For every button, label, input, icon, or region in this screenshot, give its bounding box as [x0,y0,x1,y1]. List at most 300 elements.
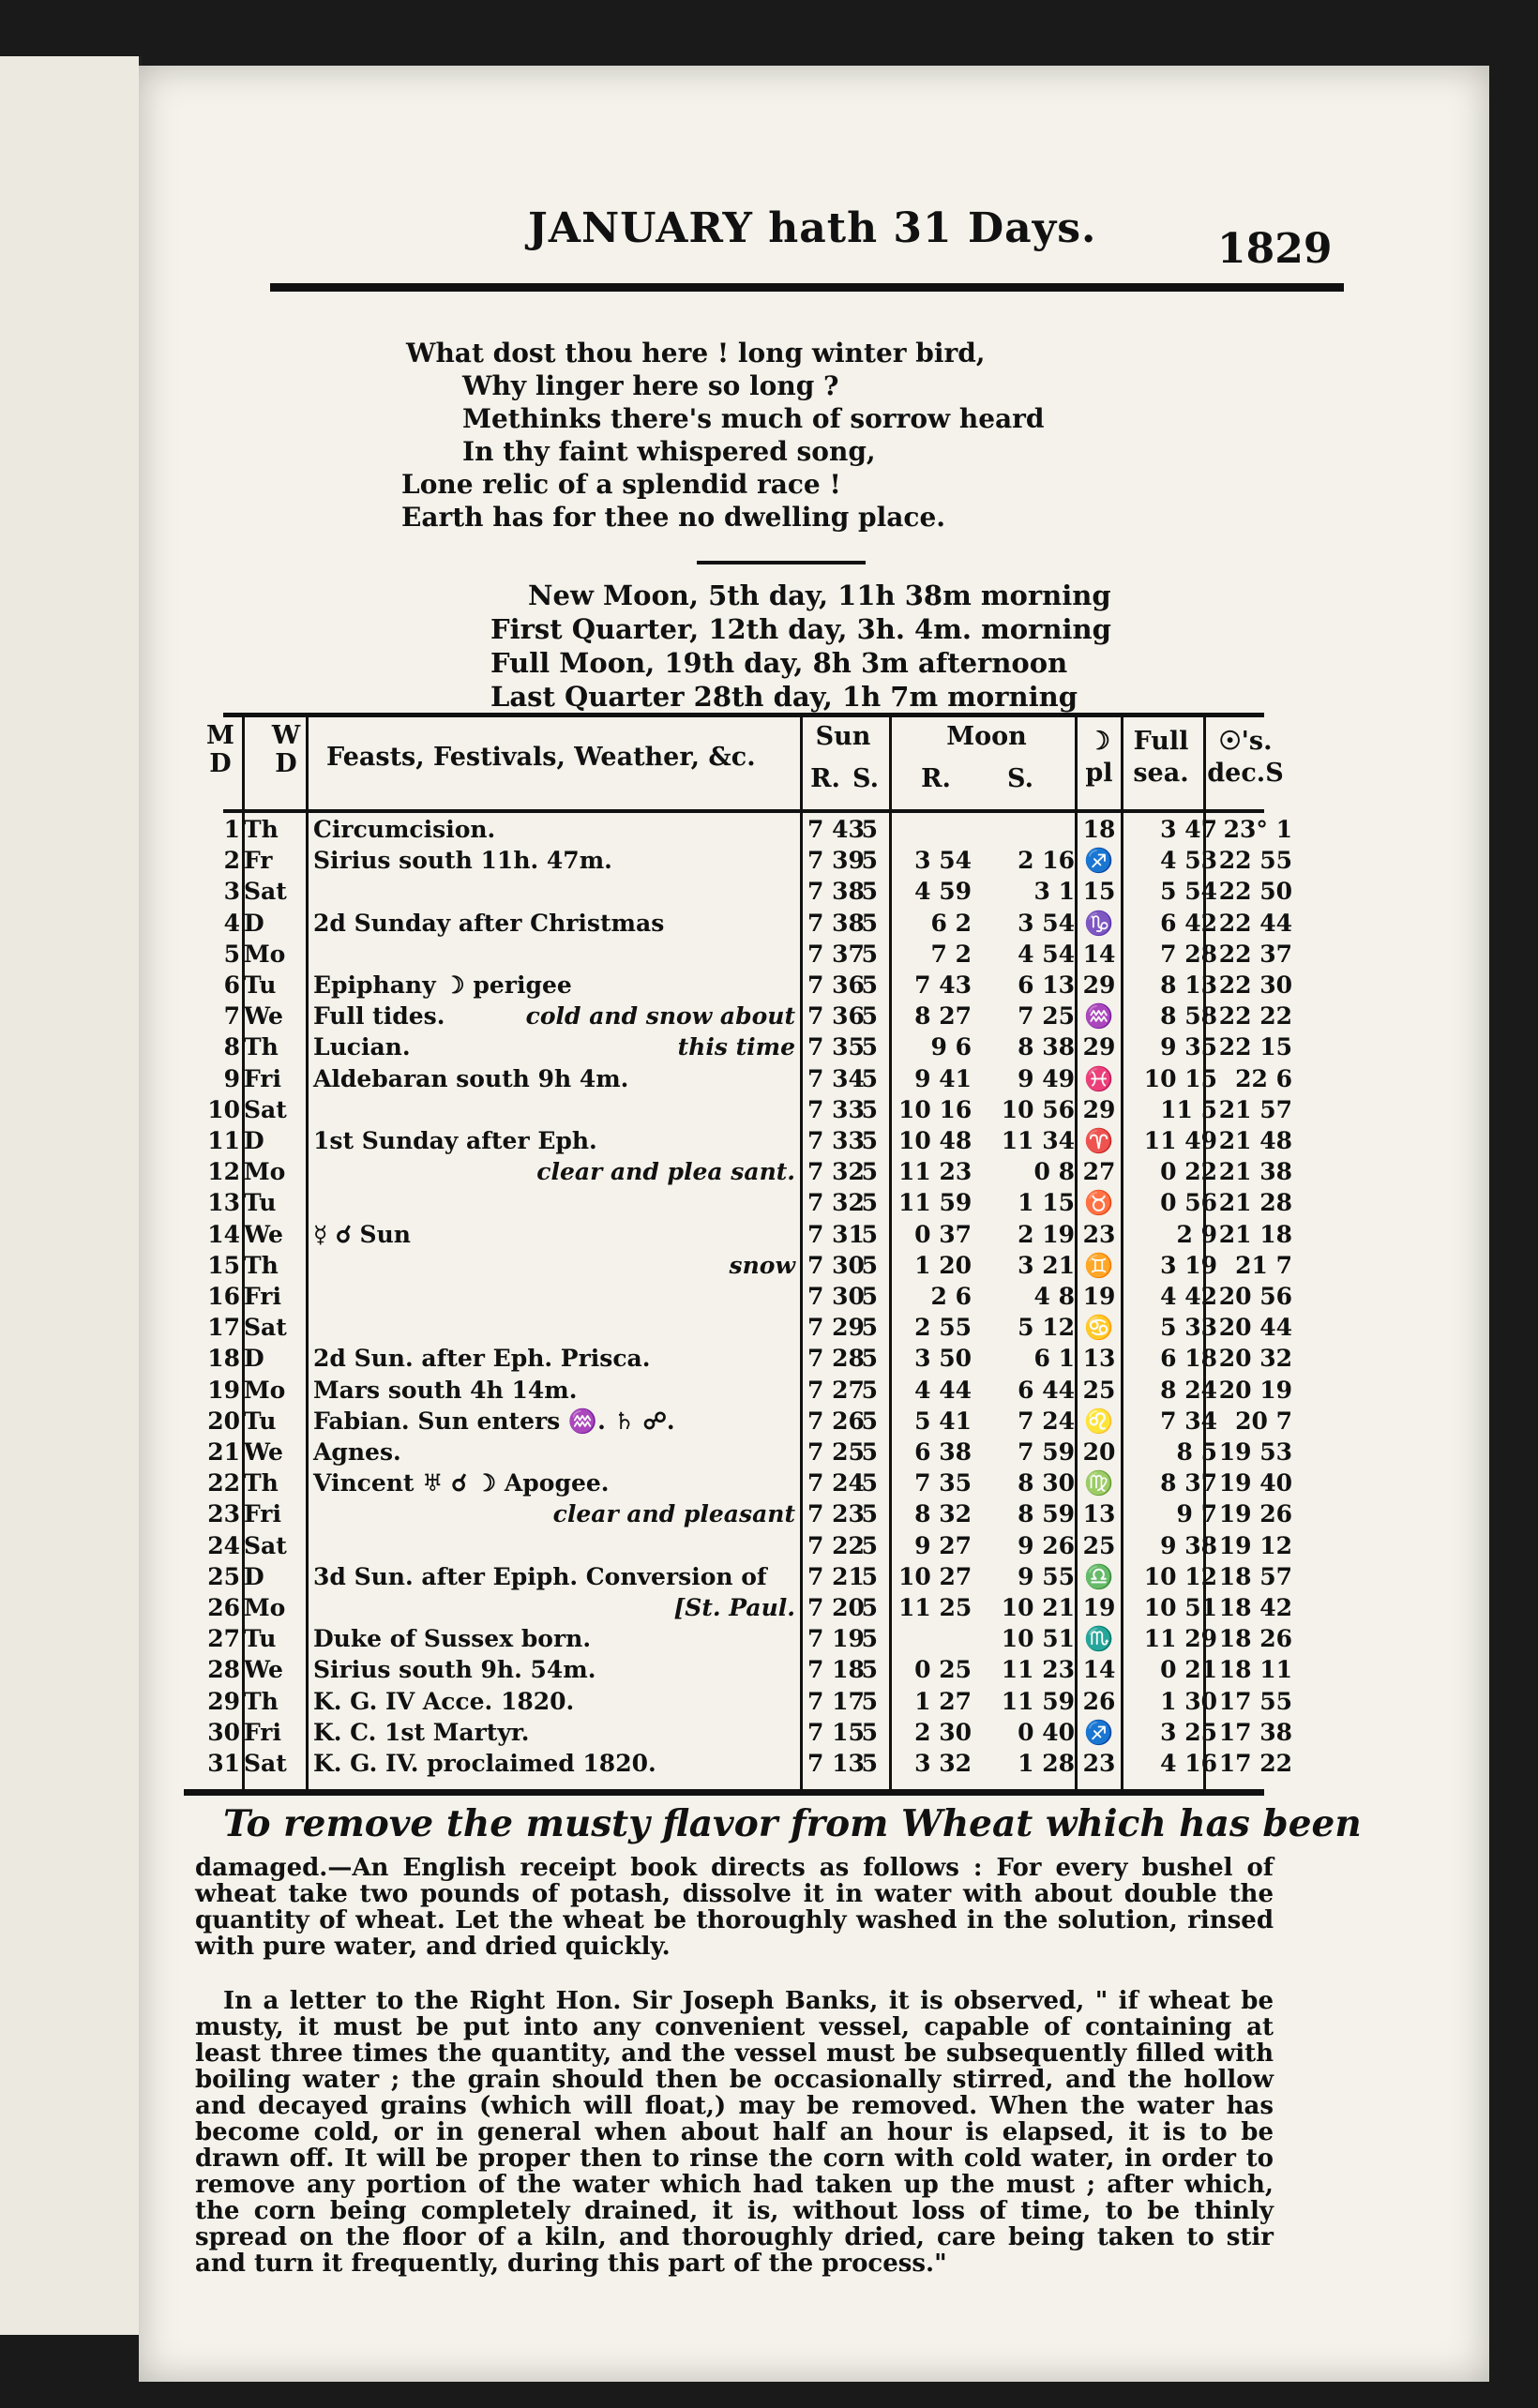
sun-set: 5 [861,971,878,999]
weather-note: this time [677,1033,795,1061]
sun-set: 5 [861,1407,878,1435]
feast-text: Mars south 4h 14m. [313,1376,578,1404]
moon-rise: 1 27 [914,1687,972,1715]
moon-set: 3 21 [1018,1251,1075,1279]
day-of-week: Th [244,1687,279,1715]
table-row [139,971,1489,1002]
day-of-month: 17 [207,1314,240,1342]
article-paragraph: damaged.—An English receipt book directs as follows : For every bushel of wheat take two pounds of potash, dissolve it in water with about double the quantity of wheat. Let the wheat be thoroughly washed in the solution, rinsed with pure water, and dried quickly. [195,1854,1274,1961]
table-top-rule [223,713,1264,717]
day-of-month: 2 [223,847,240,875]
sun-declination: 21 38 [1218,1158,1292,1186]
table-row [139,910,1489,941]
sun-rise: 7 27 [807,1376,865,1404]
poem-line: What dost thou here ! long winter bird, [406,338,986,369]
day-of-month: 25 [207,1562,240,1590]
sun-declination: 22 55 [1218,847,1292,875]
day-of-month: 13 [207,1189,240,1217]
full-sea: 8 13 [1160,971,1217,999]
moon-phase-line: New Moon, 5th day, 11h 38m morning [528,579,1111,611]
sun-set: 5 [861,816,878,843]
day-of-week: Fri [244,1500,281,1528]
moon-rise: 8 27 [914,1002,972,1031]
moon-place: ♌ [1084,1407,1114,1435]
moon-set: 4 54 [1018,940,1075,968]
table-row [139,1532,1489,1563]
table-row [139,1096,1489,1127]
moon-place: 14 [1082,940,1116,968]
sun-set: 5 [861,1500,878,1528]
moon-rise: 6 38 [914,1438,972,1466]
table-row [139,1221,1489,1252]
moon-rise: 0 37 [914,1220,972,1248]
day-of-week: Tu [244,1625,277,1653]
header-moon: Moon [946,722,1027,751]
day-of-month: 18 [207,1345,240,1373]
sun-rise: 7 38 [807,909,865,937]
sun-rise: 7 43 [807,816,865,843]
sun-set: 5 [861,1158,878,1186]
poem-line: Lone relic of a splendid race ! [401,469,841,500]
sun-rise: 7 36 [807,1002,865,1031]
sun-rise: 7 30 [807,1251,865,1279]
table-row [139,1127,1489,1158]
day-of-week: Sat [244,1095,287,1123]
poem-line: Methinks there's much of sorrow heard [462,403,1045,434]
day-of-week: D [244,1562,264,1590]
day-of-month: 27 [207,1625,240,1653]
header-full-sea: Full sea. [1133,727,1189,788]
full-sea: 6 42 [1160,909,1217,937]
sun-rise: 7 23 [807,1500,865,1528]
moon-place: ♎ [1084,1562,1114,1590]
full-sea: 7 28 [1160,940,1217,968]
sun-set: 5 [861,1251,878,1279]
moon-set: 2 16 [1018,847,1075,875]
day-of-month: 20 [207,1407,240,1435]
feast-text: Agnes. [313,1438,401,1466]
moon-rise: 11 23 [898,1158,973,1186]
header-sun-set: S. [852,764,879,793]
moon-place: ♒ [1084,1002,1114,1031]
full-sea: 8 5 [1176,1438,1217,1466]
day-of-month: 6 [223,971,240,999]
sun-set: 5 [861,1033,878,1061]
moon-rise: 0 25 [914,1656,972,1684]
table-row [139,1688,1489,1719]
moon-place: 14 [1082,1656,1116,1684]
full-sea: 8 58 [1160,1002,1217,1031]
poem-line: Earth has for thee no dwelling place. [401,502,946,533]
table-row [139,1002,1489,1033]
table-row [139,1750,1489,1781]
sun-declination: 19 53 [1218,1438,1292,1466]
moon-set: 6 1 [1033,1345,1075,1373]
moon-place: ♏ [1084,1625,1114,1653]
full-sea: 9 35 [1160,1033,1217,1061]
moon-set: 5 12 [1018,1314,1075,1342]
full-sea: 4 53 [1160,847,1217,875]
day-of-month: 30 [207,1718,240,1746]
table-row [139,941,1489,971]
sun-set: 5 [861,1469,878,1497]
feast-text: K. C. 1st Martyr. [313,1718,530,1746]
sun-declination: 21 28 [1218,1189,1292,1217]
day-of-week: We [244,1656,283,1684]
moon-rise: 6 2 [930,909,972,937]
moon-rise: 10 27 [898,1562,973,1590]
table-row [139,1719,1489,1750]
moon-rise: 7 2 [930,940,972,968]
sun-declination: 20 7 [1235,1407,1292,1435]
day-of-week: Fr [244,847,273,875]
sun-rise: 7 13 [807,1750,865,1777]
table-header-rule [223,809,1264,813]
feast-text: Full tides. [313,1002,445,1031]
header-moon-set: S. [1007,764,1033,793]
moon-place: ♊ [1084,1251,1114,1279]
sun-declination: 17 55 [1218,1687,1292,1715]
feast-text: Sirius south 9h. 54m. [313,1656,596,1684]
sun-declination: 20 32 [1218,1345,1292,1373]
day-of-month: 31 [207,1750,240,1777]
sun-set: 5 [861,1562,878,1590]
full-sea: 4 16 [1160,1750,1217,1777]
full-sea: 6 18 [1160,1345,1217,1373]
sun-rise: 7 29 [807,1314,865,1342]
poem-divider [697,561,866,564]
day-of-week: Sat [244,1314,287,1342]
weather-note: clear and pleasant [552,1500,795,1528]
moon-set: 9 49 [1018,1064,1075,1092]
page-year: 1829 [1217,225,1333,273]
day-of-month: 23 [207,1500,240,1528]
sun-declination: 20 19 [1218,1376,1292,1404]
moon-set: 7 25 [1018,1002,1075,1031]
moon-rise: 3 32 [914,1750,972,1777]
day-of-month: 4 [223,909,240,937]
table-row [139,1469,1489,1500]
feast-text: Fabian. Sun enters ♒. ♄ ☍. [313,1407,675,1435]
day-of-month: 22 [207,1469,240,1497]
sun-declination: 21 57 [1218,1095,1292,1123]
full-sea: 9 38 [1160,1531,1217,1559]
moon-set: 7 24 [1018,1407,1075,1435]
moon-place: ♐ [1084,1718,1114,1746]
moon-set: 3 54 [1018,909,1075,937]
full-sea: 3 25 [1160,1718,1217,1746]
moon-rise: 4 59 [914,878,972,906]
header-moon-place: ☽ pl [1085,727,1113,788]
moon-set: 2 19 [1018,1220,1075,1248]
sun-rise: 7 25 [807,1438,865,1466]
sun-set: 5 [861,1718,878,1746]
table-row [139,1500,1489,1531]
sun-rise: 7 21 [807,1562,865,1590]
facing-page-edge [0,56,142,2335]
moon-rise: 11 59 [898,1189,973,1217]
sun-rise: 7 22 [807,1531,865,1559]
moon-rise: 3 54 [914,847,972,875]
moon-rise: 7 43 [914,971,972,999]
sun-rise: 7 15 [807,1718,865,1746]
sun-set: 5 [861,1002,878,1031]
sun-set: 5 [861,1625,878,1653]
sun-declination: 21 7 [1235,1251,1292,1279]
day-of-week: Mo [244,1376,286,1404]
day-of-week: Th [244,1251,279,1279]
sun-set: 5 [861,1189,878,1217]
sun-rise: 7 36 [807,971,865,999]
day-of-week: We [244,1438,283,1466]
moon-place: 13 [1082,1345,1116,1373]
moon-place: ♓ [1084,1064,1114,1092]
sun-rise: 7 32 [807,1189,865,1217]
table-row [139,1033,1489,1064]
moon-place: 15 [1082,878,1116,906]
moon-rise: 3 50 [914,1345,972,1373]
full-sea: 3 47 [1160,816,1217,843]
table-row [139,1377,1489,1407]
full-sea: 0 22 [1160,1158,1217,1186]
full-sea: 11 5 [1160,1095,1217,1123]
feast-text: K. G. IV Acce. 1820. [313,1687,575,1715]
table-row [139,878,1489,909]
moon-rise: 9 41 [914,1064,972,1092]
full-sea: 8 24 [1160,1376,1217,1404]
poem-line: Why linger here so long ? [462,370,839,401]
feast-text: Epiphany ☽ perigee [313,971,572,999]
day-of-week: Th [244,816,279,843]
weather-note: snow [729,1251,795,1279]
moon-set: 7 59 [1018,1438,1075,1466]
feast-text: Vincent ♅ ☌ ☽ Apogee. [313,1469,610,1497]
sun-set: 5 [861,1095,878,1123]
full-sea: 5 33 [1160,1314,1217,1342]
full-sea: 3 19 [1160,1251,1217,1279]
sun-rise: 7 24 [807,1469,865,1497]
full-sea: 10 12 [1143,1562,1217,1590]
day-of-month: 9 [223,1064,240,1092]
moon-set: 11 59 [1001,1687,1075,1715]
moon-set: 10 21 [1001,1594,1075,1621]
day-of-week: Fri [244,1064,281,1092]
feast-text: 1st Sunday after Eph. [313,1127,597,1154]
poem-line: In thy faint whispered song, [462,436,876,467]
moon-place: 19 [1082,1283,1116,1310]
day-of-month: 1 [223,816,240,843]
full-sea: 11 49 [1143,1127,1217,1154]
sun-declination: 22 22 [1218,1002,1292,1031]
sun-set: 5 [861,1656,878,1684]
header-week-day: W D [271,721,301,778]
sun-rise: 7 35 [807,1033,865,1061]
day-of-week: Fri [244,1718,281,1746]
sun-set: 5 [861,1127,878,1154]
sun-rise: 7 37 [807,940,865,968]
moon-set: 1 28 [1018,1750,1075,1777]
page-title: JANUARY hath 31 Days. [528,204,1097,252]
moon-place: 18 [1082,816,1116,843]
day-of-week: Tu [244,971,277,999]
moon-set: 4 8 [1033,1283,1075,1310]
sun-declination: 20 44 [1218,1314,1292,1342]
sun-rise: 7 38 [807,878,865,906]
header-month-day: M D [206,721,234,778]
header-moon-rise: R. [921,764,951,793]
moon-place: ♐ [1084,847,1114,875]
moon-set: 0 8 [1033,1158,1075,1186]
moon-place: ♑ [1084,909,1114,937]
sun-set: 5 [861,1283,878,1310]
weather-note: [St. Paul. [673,1594,795,1621]
table-row [139,847,1489,878]
sun-rise: 7 17 [807,1687,865,1715]
moon-rise: 2 6 [930,1283,972,1310]
day-of-week: Sat [244,878,287,906]
moon-rise: 2 55 [914,1314,972,1342]
table-row [139,1252,1489,1283]
day-of-week: Mo [244,940,286,968]
feast-text: Duke of Sussex born. [313,1625,592,1653]
sun-declination: 20 56 [1218,1283,1292,1310]
moon-phase-line: Full Moon, 19th day, 8h 3m afternoon [490,647,1068,679]
sun-set: 5 [861,1376,878,1404]
moon-rise: 7 35 [914,1469,972,1497]
full-sea: 4 42 [1160,1283,1217,1310]
day-of-month: 15 [207,1251,240,1279]
sun-rise: 7 18 [807,1656,865,1684]
full-sea: 9 7 [1176,1500,1217,1528]
table-row [139,1594,1489,1625]
sun-declination: 17 22 [1218,1750,1292,1777]
moon-rise: 11 25 [898,1594,973,1621]
table-row [139,1407,1489,1438]
table-row [139,1283,1489,1314]
moon-place: 23 [1082,1220,1116,1248]
sun-rise: 7 30 [807,1283,865,1310]
moon-rise: 4 44 [914,1376,972,1404]
day-of-week: Mo [244,1158,286,1186]
day-of-week: D [244,909,264,937]
moon-set: 0 40 [1018,1718,1075,1746]
feast-text: ☿ ☌ Sun [313,1220,411,1248]
moon-place: 23 [1082,1750,1116,1777]
header-sun: Sun [815,722,871,751]
sun-declination: 18 42 [1218,1594,1292,1621]
sun-declination: 18 11 [1218,1656,1292,1684]
day-of-month: 12 [207,1158,240,1186]
sun-declination: 18 26 [1218,1625,1292,1653]
sun-set: 5 [861,1438,878,1466]
moon-place: ♉ [1084,1189,1114,1217]
day-of-month: 16 [207,1283,240,1310]
sun-set: 5 [861,1594,878,1621]
full-sea: 10 15 [1143,1064,1217,1092]
moon-set: 8 30 [1018,1469,1075,1497]
moon-place: ♈ [1084,1127,1114,1154]
sun-declination: 22 6 [1235,1064,1292,1092]
header-sun-rise: R. [810,764,840,793]
table-row [139,1656,1489,1687]
table-row [139,1065,1489,1096]
day-of-week: We [244,1002,283,1031]
full-sea: 0 56 [1160,1189,1217,1217]
table-row [139,1158,1489,1189]
moon-rise: 9 6 [930,1033,972,1061]
full-sea: 5 54 [1160,878,1217,906]
day-of-month: 19 [207,1376,240,1404]
sun-declination: 23° 1 [1223,816,1292,843]
day-of-month: 11 [207,1127,240,1154]
sun-declination: 19 12 [1218,1531,1292,1559]
moon-place: 25 [1082,1376,1116,1404]
sun-rise: 7 19 [807,1625,865,1653]
table-row [139,1625,1489,1656]
weather-note: cold and snow about [525,1002,795,1031]
day-of-week: Mo [244,1594,286,1621]
sun-set: 5 [861,940,878,968]
day-of-week: We [244,1220,283,1248]
sun-declination: 18 57 [1218,1562,1292,1590]
moon-place: 26 [1082,1687,1116,1715]
almanac-page [139,66,1489,2382]
moon-place: 29 [1082,971,1116,999]
moon-place: 13 [1082,1500,1116,1528]
sun-set: 5 [861,847,878,875]
header-sun-declination: ☉'s. dec.S [1207,727,1284,788]
day-of-week: Th [244,1033,279,1061]
sun-rise: 7 26 [807,1407,865,1435]
sun-set: 5 [861,1314,878,1342]
moon-set: 9 26 [1018,1531,1075,1559]
day-of-week: Tu [244,1189,277,1217]
table-bottom-rule [184,1789,1264,1796]
full-sea: 1 30 [1160,1687,1217,1715]
weather-note: clear and plea sant. [536,1158,795,1186]
article-title: To remove the musty flavor from Wheat which has been [223,1802,1362,1845]
feast-text: 2d Sunday after Christmas [313,909,665,937]
day-of-month: 14 [207,1220,240,1248]
moon-rise: 10 48 [898,1127,973,1154]
sun-declination: 17 38 [1218,1718,1292,1746]
moon-place: 29 [1082,1033,1116,1061]
day-of-month: 8 [223,1033,240,1061]
full-sea: 2 9 [1176,1220,1217,1248]
feast-text: 2d Sun. after Eph. Prisca. [313,1345,651,1373]
full-sea: 10 51 [1143,1594,1217,1621]
day-of-month: 26 [207,1594,240,1621]
feast-text: Circumcision. [313,816,496,843]
sun-declination: 22 44 [1218,909,1292,937]
moon-place: 25 [1082,1531,1116,1559]
day-of-month: 24 [207,1531,240,1559]
sun-declination: 22 30 [1218,971,1292,999]
table-row [139,1345,1489,1376]
table-row [139,1314,1489,1345]
moon-rise: 10 16 [898,1095,973,1123]
moon-place: 20 [1082,1438,1116,1466]
sun-rise: 7 33 [807,1127,865,1154]
sun-set: 5 [861,1750,878,1777]
day-of-month: 29 [207,1687,240,1715]
sun-set: 5 [861,909,878,937]
table-row [139,1189,1489,1220]
sun-declination: 19 26 [1218,1500,1292,1528]
feast-text: Aldebaran south 9h 4m. [313,1064,629,1092]
moon-set: 1 15 [1018,1189,1075,1217]
sun-set: 5 [861,1531,878,1559]
